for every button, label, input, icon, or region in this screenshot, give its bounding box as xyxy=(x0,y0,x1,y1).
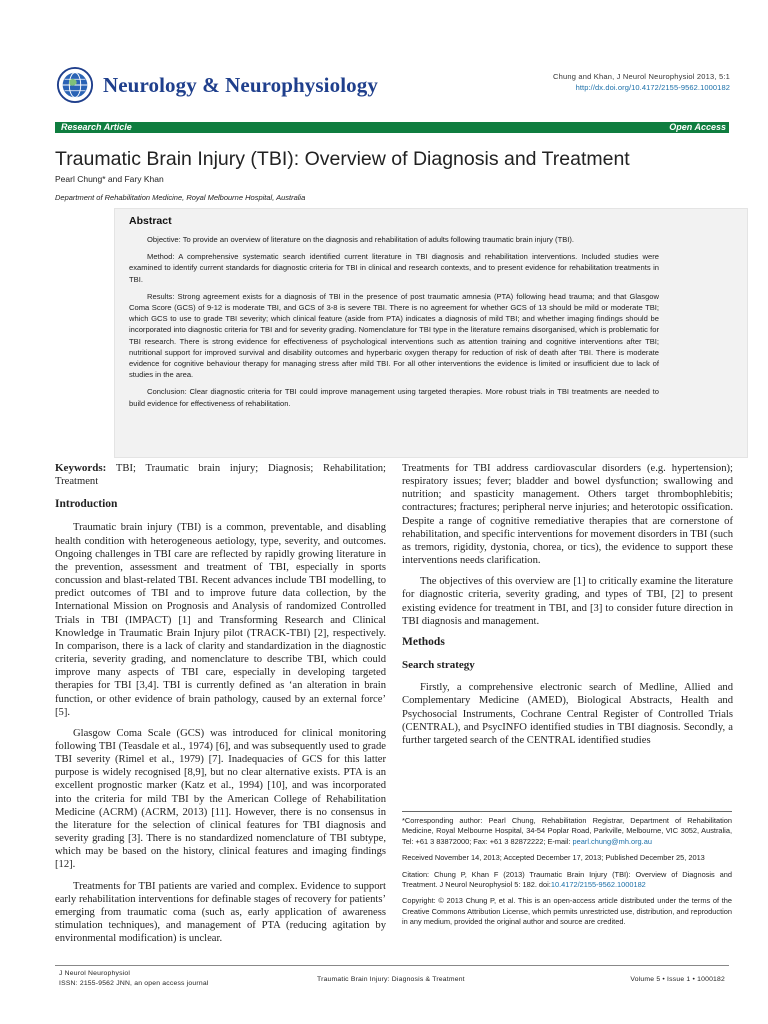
article-type-label: Research Article xyxy=(61,122,132,132)
intro-paragraph-3: Treatments for TBI patients are varied and complex. Evidence to support early rehabilitation interventions for definable stages of recovery for patients’ emerging from traumatic coma (such as, early application of awareness stimulation techniques), and management of PTA (reducing agitation by environmental modification) is unclear. xyxy=(55,880,386,945)
right-column xyxy=(402,462,733,755)
citation-doi-link[interactable]: 10.4172/2155-9562.1000182 xyxy=(550,880,646,890)
corresponding-author-note xyxy=(402,816,732,847)
footer-issn: ISSN: 2155-9562 JNN, an open access journal xyxy=(59,980,209,987)
footer-journal: J Neurol Neurophysiol xyxy=(59,970,131,977)
footer-running-title: Traumatic Brain Injury: Diagnosis & Treatment xyxy=(317,976,465,983)
abstract-results: Results: Strong agreement exists for a diagnosis of TBI in the presence of post traumatic amnesia (PTA) following head trauma; and that Glasgow Coma Score (GCS) of 9-12 is moderate TBI, and GCS of 3-8 is severe TBI. There is no agreement for whether GCS of 13 should be mild or moderate TBI; which GCS to use to grade TBI severity; which clinical feature (aside from PTA) indicates a diagnosis of mild TBI; and whether imaging findings should be incorporated into diagnostic criteria for TBI and for severity grading. Nomenclature for TBI type in the literature remains disorganised, which is problematic for TBI research. There is strong evidence for effectiveness of psychological interventions such as attention training and cognitive interventions after TBI; nutritional support for improved survival and disability outcomes and hyperbaric oxygen therapy for reduction of risk of death after TBI. There is moderate evidence for cognitive behaviour therapy for managing stress after mild TBI. For all other interventions the evidence is limited or insufficient due to lack of studies in the area. xyxy=(129,291,659,380)
open-access-label: Open Access xyxy=(669,122,726,132)
abstract-method: Method: A comprehensive systematic search identified current literature in TBI diagnosis and rehabilitation interventions. Included studies were examined to identify current standards for diagnostic criteria for TBI in clinical and research contexts, and to present evidence for rehabilitation treatments in TBI. xyxy=(129,252,659,284)
doi-link[interactable]: http://dx.doi.org/10.4172/2155-9562.1000182 xyxy=(575,83,730,92)
abstract-objective: Objective: To provide an overview of literature on the diagnosis and rehabilitation of adults following traumatic brain injury (TBI). xyxy=(147,235,575,244)
intro-paragraph-4: Treatments for TBI address cardiovascular disorders (e.g. hypertension); respiratory issues; fever; bladder and bowel dysfunction; swallowing and nutrition; and spasticity management. Others target thrombophlebitis; contractures; fractures; peripheral nerve injuries; and heterotopic ossification. Despite a range of cognitive remediative therapies that are cornerstone of rehabilitation, and specific interventions for movement disorders in TBI (such as tremors, rigidity, dystonia, chorea, or tics), the evidence to support these interventions needs clarification. xyxy=(402,463,733,567)
copyright-note: Copyright: © 2013 Chung P, et al. This is an open-access article distributed under the terms of the Creative Commons Attribution License, which permits unrestricted use, distribution, and reproduction in any medium, provided the original author and source are credited. xyxy=(402,896,732,927)
globe-logo-icon xyxy=(56,66,94,104)
abstract-heading: Abstract xyxy=(129,215,172,227)
footnote-divider xyxy=(402,811,732,812)
citation-text: Citation: Chung P, Khan F (2013) Traumatic Brain Injury (TBI): Overview of Diagnosis and Treatment. J Neurol Neurophysiol 5: 182. doi: xyxy=(402,869,732,890)
journal-header xyxy=(0,0,768,118)
journal-title: Neurology & Neurophysiology xyxy=(103,73,378,97)
received-dates: Received November 14, 2013; Accepted December 17, 2013; Published December 25, 2013 xyxy=(402,853,705,863)
methods-heading: Methods xyxy=(402,635,445,648)
keywords xyxy=(55,462,386,488)
introduction-heading: Introduction xyxy=(55,498,118,511)
search-strategy-heading: Search strategy xyxy=(402,659,475,672)
intro-paragraph-1: Traumatic brain injury (TBI) is a common, preventable, and disabling health condition with heterogeneous aetiology, type, severity, and outcomes. Ongoing challenges in TBI care are reflected by rapidly growing literature in the prevention, assessment and treatment of TBI, especially in sports concussion and blast-related TBI. Recent advances include TBI modelling, to predict outcomes of TBI and to improve future data collection, by the International Mission on Prognosis and Analysis of randomized Controlled Trials in TBI (IMPACT) [1] and Transforming Research and Clinical Knowledge in Traumatic Brain Injury pilot (TRACK-TBI) [2], respectively. In comparison, there is a lack of clarity and standardization in the diagnostic criteria, severity grading, and nomenclature to describe TBI, which could improve many aspects of TBI care, especially in developing targeted therapies for TBI [3,4]. TBI is currently defined as ‘an alteration in brain function, or other evidence of brain pathology, caused by an external force’ [5]. xyxy=(55,522,386,718)
abstract-conclusion: Conclusion: Clear diagnostic criteria for TBI could improve management using targeted therapies. More robust trials in TBI treatments are needed to build evidence for effectiveness of rehabilitation. xyxy=(129,387,659,408)
intro-paragraph-2: Glasgow Coma Scale (GCS) was introduced for clinical monitoring following TBI (Teasdale et al., 1974) [6], and was subsequently used to grade TBI severity (Rimel et al., 1979) [7]. Inadequacies of GCS for this latter purpose is widely recognised [8,9], but no clear alternative exists. PTA is an excellent prognostic marker (Katz et al., 1994) [10], and was incorporated into the criteria for mild TBI by the American College of Rehabilitation Medicine (ACRM) (ACRM, 2013) [11]. However, there is no consensus in the literature for the selection of clinical features for TBI diagnosis and severity grading [3]. There is no standardized nomenclature of TBI subtype, which may be based on the history, clinical features and imaging findings [12]. xyxy=(55,727,386,871)
intro-paragraph-5: The objectives of this overview are [1] to critically examine the literature for diagnostic criteria, severity grading, and types of TBI, [2] to present existing evidence for treatment in TBI, and [3] to consider future direction in TBI diagnosis and management. xyxy=(402,576,733,627)
left-column xyxy=(55,462,386,953)
keywords-text: TBI; Traumatic brain injury; Diagnosis; Rehabilitation; Treatment xyxy=(55,463,386,488)
page-footer xyxy=(55,965,729,996)
abstract-body xyxy=(129,234,659,415)
corresponding-author-text: *Corresponding author: Pearl Chung, Rehabilitation Registrar, Department of Rehabilitation Medicine, Royal Melbourne Hospital, 34-54 Poplar Road, Parkville, Melbourne, VIC 3052, Australia, Tel: +61 3 83872000; Fax: +61 3 82872222; E-mail: xyxy=(402,816,732,846)
keywords-label: Keywords: xyxy=(55,462,107,474)
citation-line: Chung and Khan, J Neurol Neurophysiol 2013, 5:1 xyxy=(552,72,730,81)
methods-paragraph-1: Firstly, a comprehensive electronic search of Medline, Allied and Complementary Medicine (AMED), Biological Abstracts, Health and Psychosocial Instruments, Cochrane Central Register of Controlled Trials (CENTRAL), and PsycINFO identified studies in TBI diagnosis. Secondly, a further targeted search of the CENTRAL identified studies xyxy=(402,682,733,746)
author-affiliation: Department of Rehabilitation Medicine, Royal Melbourne Hospital, Australia xyxy=(55,193,306,202)
author-list: Pearl Chung* and Fary Khan xyxy=(55,174,164,184)
footer-volume: Volume 5 • Issue 1 • 1000182 xyxy=(630,976,725,983)
article-title: Traumatic Brain Injury (TBI): Overview of Diagnosis and Treatment xyxy=(55,148,630,170)
citation-note xyxy=(402,870,732,891)
article-type-bar xyxy=(55,122,729,133)
author-email-link[interactable]: pearl.chung@mh.org.au xyxy=(572,836,652,846)
footnotes xyxy=(402,811,732,934)
abstract-box xyxy=(114,208,748,458)
